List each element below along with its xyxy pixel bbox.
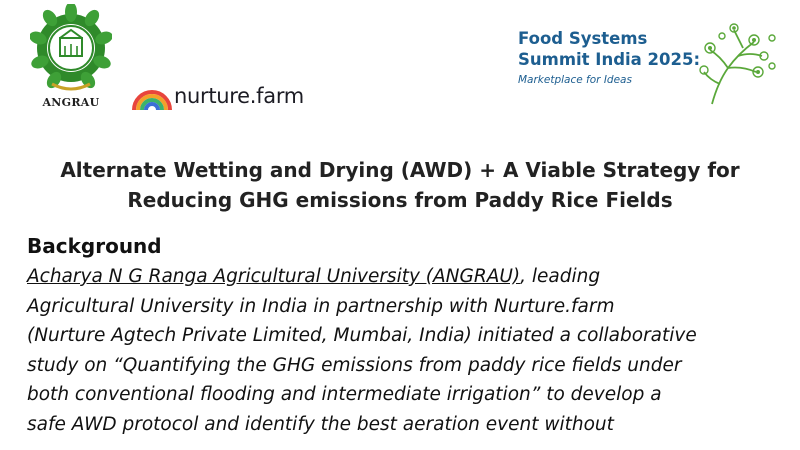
paragraph-line-6: safe AWD protocol and identify the best aeration event without (27, 413, 614, 435)
fss-tagline: Marketplace for Ideas (518, 74, 632, 86)
paragraph-line-4: study on “Quantifying the GHG emissions from paddy rice fields under (27, 354, 682, 376)
fss-title-line1: Food Systems (518, 29, 648, 48)
paragraph-line-1 (27, 262, 800, 292)
paragraph-line-3: (Nurture Agtech Private Limited, Mumbai, India) initiated a collaborative (27, 325, 697, 346)
angrau-logo (26, 4, 116, 112)
document-title-line2: Reducing GHG emissions from Paddy Rice Fields (127, 188, 673, 212)
document-title-line1: Alternate Wetting and Drying (AWD) + A Viable Strategy for (60, 158, 740, 182)
nurture-farm-wordmark: nurture.farm (174, 84, 304, 108)
rainbow-icon (132, 88, 172, 110)
fss-title-line2: Summit India 2025: (518, 50, 701, 69)
paragraph-line-1-rest: , leading (520, 266, 601, 287)
background-heading: Background (27, 234, 162, 258)
angrau-link[interactable]: Acharya N G Ranga Agricultural University (ANGRAU) (27, 266, 521, 287)
angrau-emblem-icon (30, 4, 112, 94)
background-paragraph (27, 262, 800, 439)
fss-title (518, 28, 700, 70)
paragraph-line-5: both conventional flooding and intermediate irrigation” to develop a (27, 384, 662, 405)
food-systems-summit-logo (518, 28, 788, 108)
angrau-label: ANGRAU (42, 96, 100, 109)
document-title (0, 155, 800, 215)
paragraph-line-2: Agricultural University in India in partnership with Nurture.farm (27, 295, 615, 317)
tree-icon (698, 22, 784, 106)
